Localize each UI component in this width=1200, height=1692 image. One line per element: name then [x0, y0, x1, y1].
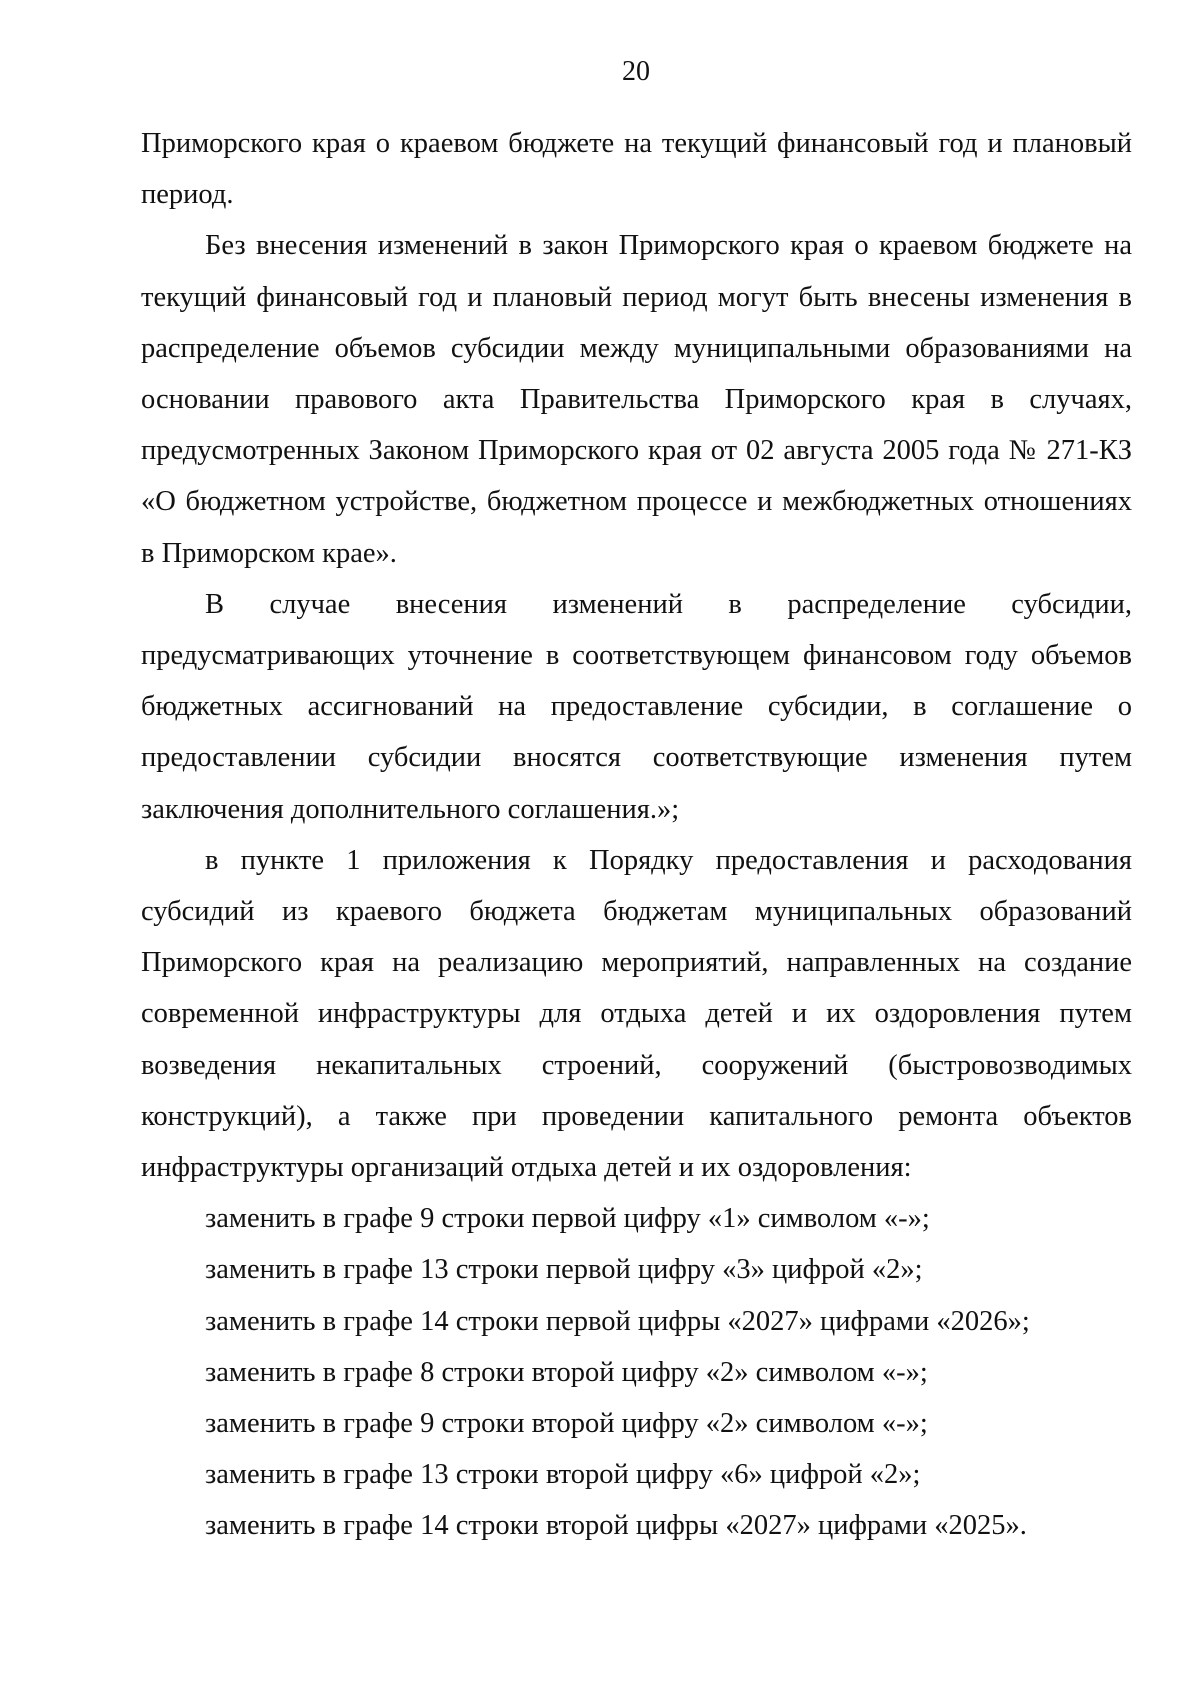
document-body: [141, 118, 1132, 1552]
paragraph-continuation: Приморского края о краевом бюджете на текущий финансовый год и плановый период.: [141, 128, 1132, 211]
page-number: 20: [622, 56, 650, 87]
paragraph-budget-changes: Без внесения изменений в закон Приморского края о краевом бюджете на текущий финансовый год и плановый период могут быть внесены изменения в распределение объемов субсидии между муниципальными образованиями на основании правового акта Правительства Приморского края в случаях, предусмотренных Законом Приморского края от 02 августа 2005 года № 271-КЗ «О бюджетном устройстве, бюджетном процессе и межбюджетных отношениях в Приморском крае».: [141, 230, 1132, 569]
amendment-item: заменить в графе 14 строки первой цифры «2027» цифрами «2026»;: [205, 1305, 1030, 1337]
amendment-item: заменить в графе 13 строки первой цифру «3» цифрой «2»;: [205, 1254, 923, 1286]
amendment-item: заменить в графе 8 строки второй цифру «2» символом «-»;: [205, 1356, 928, 1388]
amendment-item: заменить в графе 13 строки второй цифру «6» цифрой «2»;: [205, 1459, 921, 1491]
amendment-item: заменить в графе 14 строки второй цифры «2027» цифрами «2025».: [205, 1510, 1027, 1542]
amendment-item: заменить в графе 9 строки второй цифру «2» символом «-»;: [205, 1408, 928, 1440]
amendment-item: заменить в графе 9 строки первой цифру «1» символом «-»;: [205, 1203, 930, 1235]
paragraph-appendix-reference: в пункте 1 приложения к Порядку предоставления и расходования субсидий из краевого бюджета бюджетам муниципальных образований Приморского края на реализацию мероприятий, направленных на создание современной инфраструктуры для отдыха детей и их оздоровления путем возведения некапитальных строений, сооружений (быстровозводимых конструкций), а также при проведении капитального ремонта объектов инфраструктуры организаций отдыха детей и их оздоровления:: [141, 844, 1132, 1184]
paragraph-subsidy-agreement: В случае внесения изменений в распределение субсидии, предусматривающих уточнение в соответствующем финансовом году объемов бюджетных ассигнований на предоставление субсидии, в соглашение о предоставлении субсидии вносятся соответствующие изменения путем заключения дополнительного соглашения.»;: [141, 588, 1132, 825]
